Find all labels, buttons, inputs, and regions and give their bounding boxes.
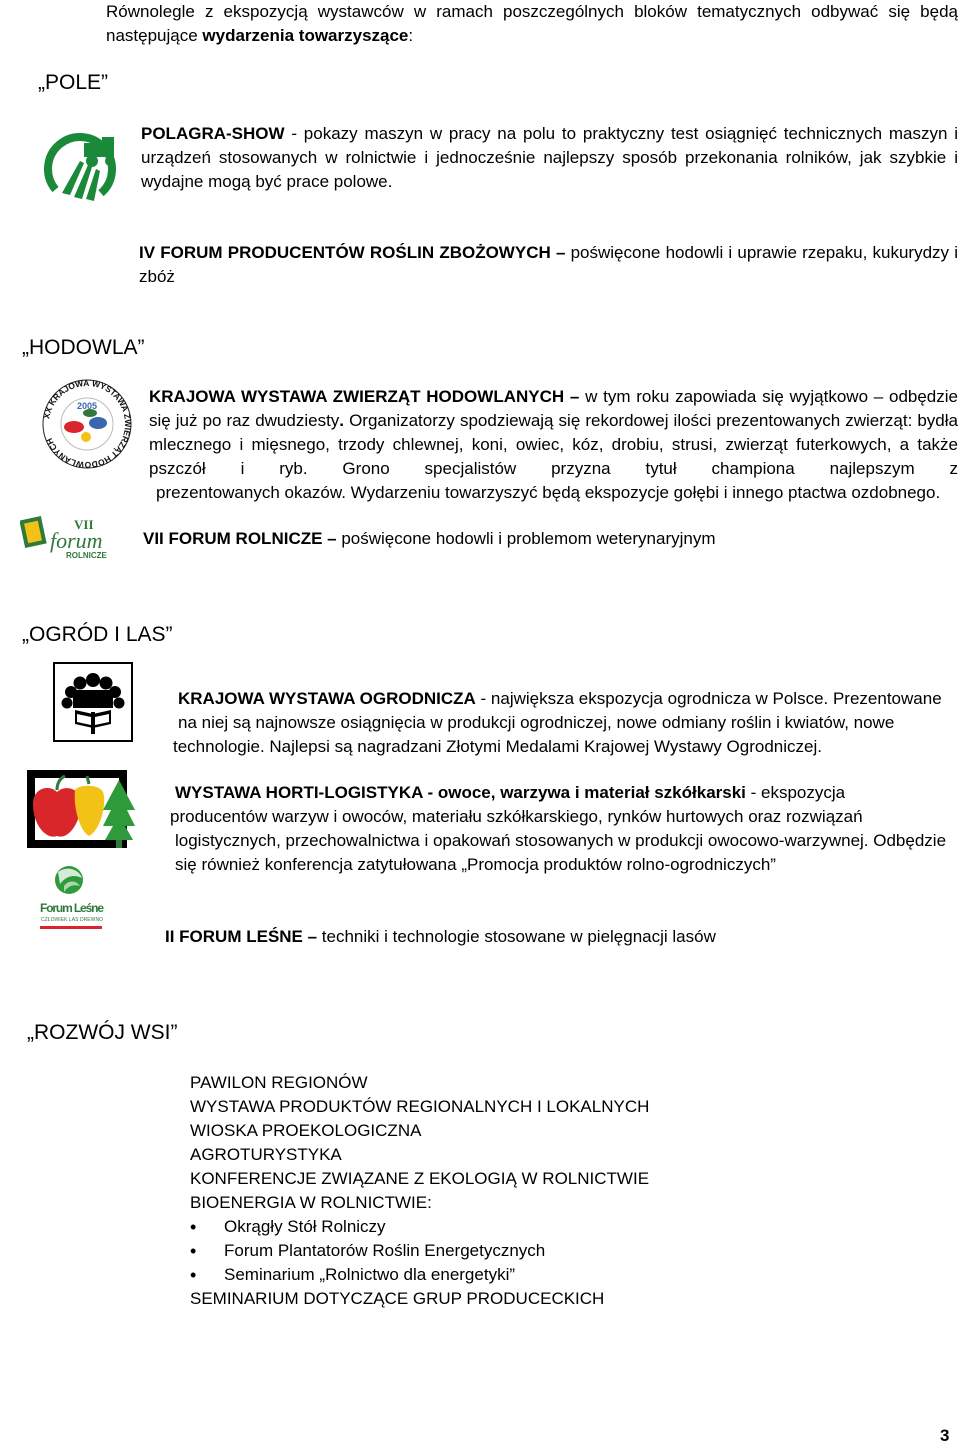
forum-zbozowe-title: IV FORUM PRODUCENTÓW ROŚLIN ZBOŻOWYCH –: [139, 243, 566, 262]
kwo-logo: [53, 662, 133, 742]
rozwoj-item: PAWILON REGIONÓW: [190, 1073, 368, 1092]
section-heading-hodowla: „HODOWLA”: [22, 336, 145, 359]
horti-logo: [27, 770, 135, 850]
kwzh-paragraph: KRAJOWA WYSTAWA ZWIERZĄT HODOWLANYCH – w tym roku zapowiada się wyjątkowo – odbędzie się już po raz dwudziesty. Organizatorzy spodziewają się rekordowej ilości prezentowanych zwierząt: bydła mlecznego i mięsnego, trzody chlewnej, koni, owiec, kóz, drobiu, strusi, zwierząt futerkowych, a także pszczół i ryb. Grono specjalistów przyzna tytuł championa najlepszym z: [149, 387, 958, 478]
kwzh-logo-ring-text: XX KRAJOWA WYSTAWA ZWIERZĄT HODOWLANYCH: [41, 377, 134, 471]
kwo-title: KRAJOWA WYSTAWA OGRODNICZA: [178, 689, 476, 708]
horti-title: WYSTAWA HORTI-LOGISTYKA - owoce, warzywa i materiał szkółkarski: [175, 783, 746, 802]
rozwoj-item: BIOENERGIA W ROLNICTWIE:: [190, 1193, 432, 1212]
polagra-paragraph: POLAGRA-SHOW - pokazy maszyn w pracy na polu to praktyczny test osiągnięć technicznych maszyn i urządzeń stosowanych w rolnictwie i jednocześnie najlepszy sposób przekonania rolników, jak szybkie i wydajne mogą być prace polowe.: [141, 124, 958, 191]
kwo-paragraph: KRAJOWA WYSTAWA OGRODNICZA - największa ekspozycja ogrodnicza w Polsce. Prezentowane na niej są najnowsze osiągnięcia w produkcji ogrodniczej, nowe odmiany roślin i kwiatów, nowe technologie. Najlepsi są nagradzani Złotymi Medalami Krajowej Wystawy Ogrodniczej.: [173, 689, 942, 756]
section-heading-pole: „POLE”: [38, 71, 109, 94]
rozwoj-item: KONFERENCJE ZWIĄZANE Z EKOLOGIĄ W ROLNICTWIE: [190, 1169, 650, 1188]
kwzh-logo: [40, 377, 134, 471]
forum-zbozowe-paragraph: IV FORUM PRODUCENTÓW ROŚLIN ZBOŻOWYCH – poświęcone hodowli i uprawie rzepaku, kukurydzy i zbóż: [139, 243, 959, 286]
section-heading-rozwoj: „ROZWÓJ WSI”: [27, 1021, 178, 1044]
intro-paragraph: Równolegle z ekspozycją wystawców w ramach poszczególnych bloków tematycznych odbywać się będą następujące wydarzenia towarzyszące:: [106, 2, 958, 45]
rozwoj-item: SEMINARIUM DOTYCZĄCE GRUP PRODUCECKICH: [190, 1289, 605, 1308]
bullet-item: • Seminarium „Rolnictwo dla energetyki”: [190, 1263, 890, 1287]
forum-rolnicze-logo: [20, 512, 114, 562]
forum-lesne-logo: [38, 862, 108, 932]
kwzh-title: KRAJOWA WYSTAWA ZWIERZĄT HODOWLANYCH –: [149, 387, 580, 406]
horti-paragraph: WYSTAWA HORTI-LOGISTYKA - owoce, warzywa i materiał szkółkarski - ekspozycja producentów warzyw i owoców, materiału szkółkarskiego, rynków hurtowych oraz rozwiązań logistycznych, przechowalnictwa i opakowań stosowanych w produkcji owocowo-warzywnej. Odbędzie się również konferencja zatytułowana „Promocja produktów rolno-ogrodniczych”: [170, 783, 947, 874]
forum-lesne-paragraph: II FORUM LEŚNE – techniki i technologie stosowane w pielęgnacji lasów: [165, 927, 716, 946]
forum-lesne-logo-title: Forum Leśne: [40, 901, 104, 915]
rozwoj-item: WYSTAWA PRODUKTÓW REGIONALNYCH I LOKALNYCH: [190, 1097, 650, 1116]
polagra-logo: [44, 131, 122, 207]
forum-lesne-logo-sub: CZŁOWIEK LAS DREWNO: [41, 917, 103, 923]
rozwoj-item: WIOSKA PROEKOLOGICZNA: [190, 1121, 422, 1140]
forum-rolnicze-logo-vii: VII: [74, 517, 94, 532]
section-heading-ogrod: „OGRÓD I LAS”: [22, 623, 173, 646]
rozwoj-item: AGROTURYSTYKA: [190, 1145, 342, 1164]
kwzh-logo-year: 2005: [76, 401, 98, 411]
forum-lesne-title: II FORUM LEŚNE –: [165, 927, 318, 946]
forum-rolnicze-title: VII FORUM ROLNICZE –: [143, 529, 337, 548]
kwzh-paragraph-last-line: prezentowanych okazów. Wydarzeniu towarzyszyć będą ekspozycje gołębi i innego ptactwa ozdobnego.: [156, 483, 941, 502]
intro-bold: wydarzenia towarzyszące: [202, 26, 409, 45]
bullet-item: • Forum Plantatorów Roślin Energetycznych: [190, 1239, 890, 1263]
forum-rolnicze-paragraph: VII FORUM ROLNICZE – poświęcone hodowli i problemom weterynaryjnym: [143, 529, 716, 548]
bullet-item: • Okrągły Stół Rolniczy: [190, 1215, 890, 1239]
page-number: 3: [940, 1426, 950, 1445]
forum-rolnicze-logo-sub: ROLNICZE: [66, 551, 107, 560]
rozwoj-list: [190, 1071, 890, 1311]
polagra-title: POLAGRA-SHOW: [141, 124, 285, 143]
forum-rolnicze-logo-word: forum: [50, 528, 103, 553]
bioenergia-bullet-list: [190, 1215, 890, 1287]
